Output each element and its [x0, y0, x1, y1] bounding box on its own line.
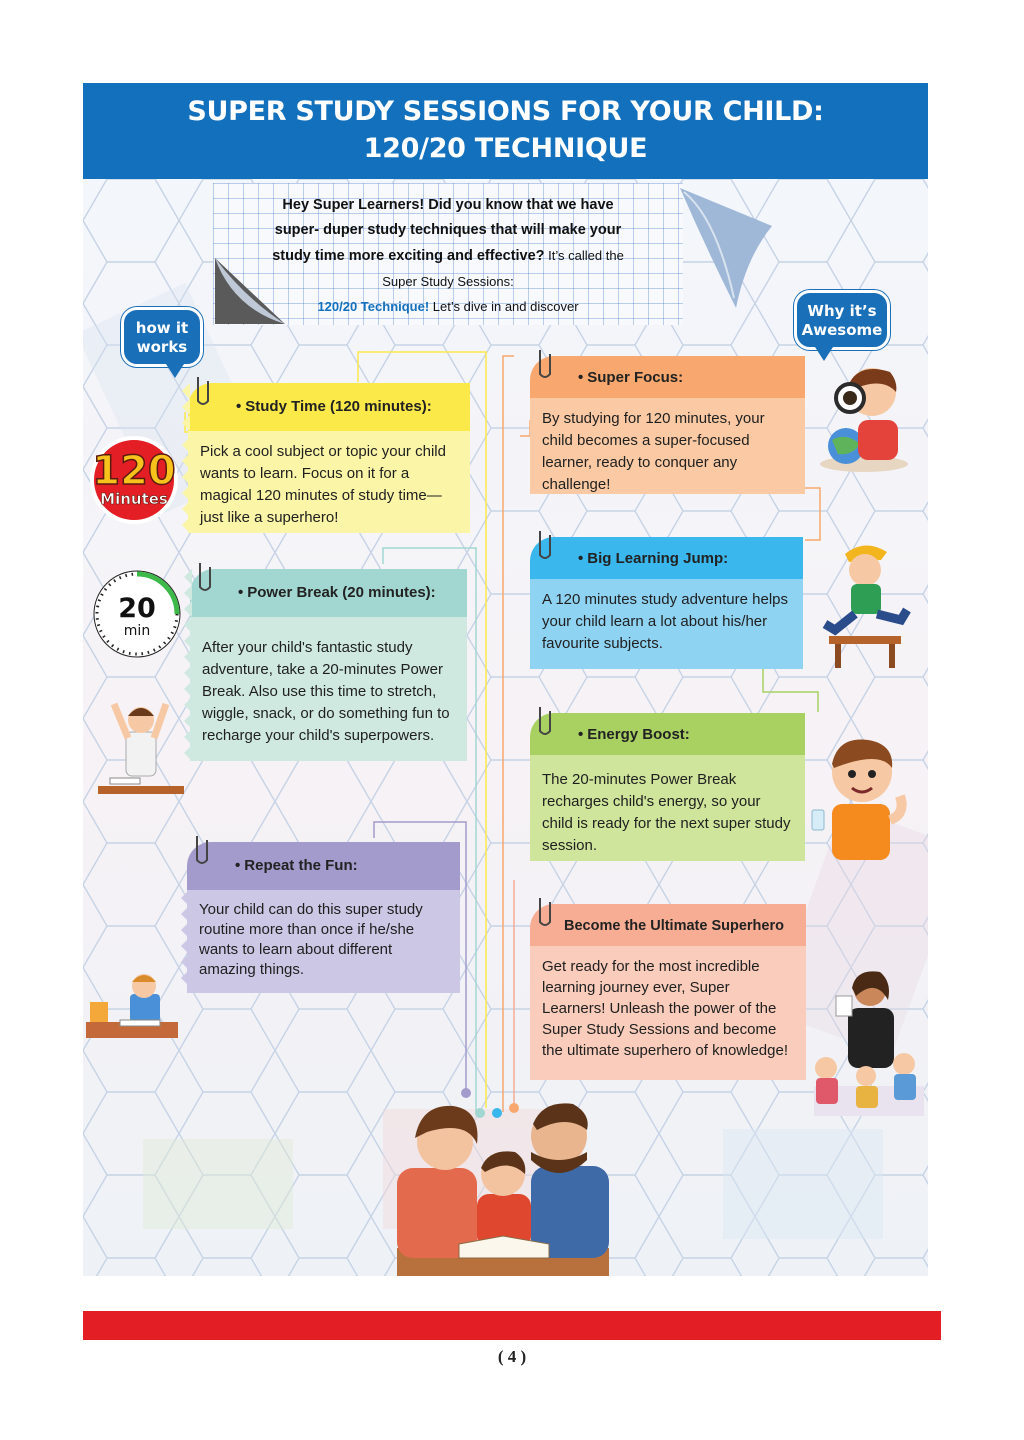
timer-number: 20	[118, 593, 156, 624]
minutes-badge-number: 120	[92, 448, 176, 494]
card-repeat-fun-title: • Repeat the Fun:	[187, 842, 460, 890]
intro-line5-bold: 120/20 Technique!	[317, 299, 430, 314]
card-big-learning-jump-body: A 120 minutes study adventure helps your child learn a lot about his/her favourite subjects.	[530, 579, 803, 669]
card-power-break-title: • Power Break (20 minutes):	[190, 569, 467, 617]
card-ultimate-superhero	[520, 904, 806, 1080]
paperclip-icon	[534, 894, 556, 930]
intro-line3-bold: study time more exciting and effective?	[272, 248, 545, 264]
boy-strong-illustration	[808, 728, 908, 860]
how-it-works-bubble	[121, 307, 203, 367]
card-repeat-fun	[177, 842, 460, 993]
card-repeat-fun-body: Your child can do this super study routine more than once if he/she wants to learn about different amazing things.	[187, 890, 460, 993]
card-study-time-title: • Study Time (120 minutes):	[188, 383, 470, 431]
card-big-learning-jump-title: • Big Learning Jump:	[530, 537, 803, 579]
card-big-learning-jump-title-text: Big Learning Jump:	[587, 550, 729, 567]
timer-label: min	[123, 623, 151, 639]
footer-bar	[83, 1311, 941, 1340]
card-energy-boost-title: • Energy Boost:	[530, 713, 805, 755]
card-study-time-body: Pick a cool subject or topic your child wants to learn. Focus on it for a magical 120 minutes of study time—just like a superhero!	[188, 431, 470, 533]
card-ultimate-superhero-title: Become the Ultimate Superhero	[530, 904, 806, 946]
child-reading-illustration	[86, 966, 178, 1038]
card-ultimate-superhero-body: Get ready for the most incredible learning journey ever, Super Learners! Unleash the power of the Super Study Sessions and become the ultimate superhero of knowledge!	[530, 946, 806, 1080]
child-stretching-illustration	[96, 686, 186, 804]
paperclip-icon	[534, 703, 556, 739]
card-repeat-fun-title-text: Repeat the Fun:	[244, 857, 358, 874]
intro-line5-rest: Let’s dive in and discover	[429, 299, 579, 314]
card-big-learning-jump	[520, 537, 803, 669]
minutes-badge-label: Minutes	[100, 490, 168, 508]
intro-line4: Super Study Sessions:	[382, 274, 514, 289]
paperclip-icon	[534, 527, 556, 563]
minutes-badge-icon	[88, 430, 180, 526]
how-it-works-line2: works	[136, 338, 188, 356]
card-energy-boost	[520, 713, 805, 861]
paperclip-icon	[534, 346, 556, 382]
intro-line3-rest: It’s called the	[544, 248, 624, 263]
boy-magnifier-illustration	[812, 362, 910, 474]
how-it-works-line1: how it	[135, 319, 189, 337]
page-curl-right	[676, 188, 776, 308]
page-curl-left	[215, 258, 290, 328]
paperclip-icon	[191, 832, 213, 868]
why-awesome-bubble	[794, 290, 890, 350]
card-super-focus-title-text: Super Focus:	[587, 369, 684, 386]
teacher-kids-illustration	[800, 968, 928, 1118]
why-awesome-line2: Awesome	[801, 321, 883, 339]
card-study-time-title-text: Study Time (120 minutes):	[245, 398, 432, 415]
page-title-line2: 120/20 TECHNIQUE	[363, 133, 648, 164]
card-super-focus	[520, 356, 805, 494]
card-super-focus-body: By studying for 120 minutes, your child becomes a super-focused learner, ready to conquer any challenge!	[530, 398, 805, 494]
page-number: ( 4 )	[497, 1347, 527, 1366]
card-super-focus-title: • Super Focus:	[530, 356, 805, 398]
torn-edge	[178, 383, 190, 533]
paperclip-icon	[194, 559, 216, 595]
family-studying-illustration	[397, 1098, 609, 1276]
card-power-break-title-text: Power Break (20 minutes):	[247, 584, 436, 601]
card-power-break-body: After your child's fantastic study adventure, take a 20-minutes Power Break. Also use this time to stretch, wiggle, snack, or do something fun to recharge your child's superpowers.	[190, 617, 467, 761]
card-study-time	[178, 383, 470, 533]
card-power-break	[180, 569, 467, 761]
card-energy-boost-title-text: Energy Boost:	[587, 726, 690, 743]
intro-line2: super- duper study techniques that will make your	[274, 222, 622, 238]
timer-icon	[91, 568, 183, 660]
paperclip-icon	[192, 373, 214, 409]
intro-line1: Hey Super Learners! Did you know that we have	[282, 197, 614, 213]
page-title-line1: SUPER STUDY SESSIONS FOR YOUR CHILD:	[187, 96, 824, 127]
card-energy-boost-body: The 20-minutes Power Break recharges child's energy, so your child is ready for the next super study session.	[530, 755, 805, 861]
why-awesome-line1: Why it’s	[807, 302, 877, 320]
boy-jumping-illustration	[815, 540, 915, 670]
torn-edge	[177, 842, 189, 993]
